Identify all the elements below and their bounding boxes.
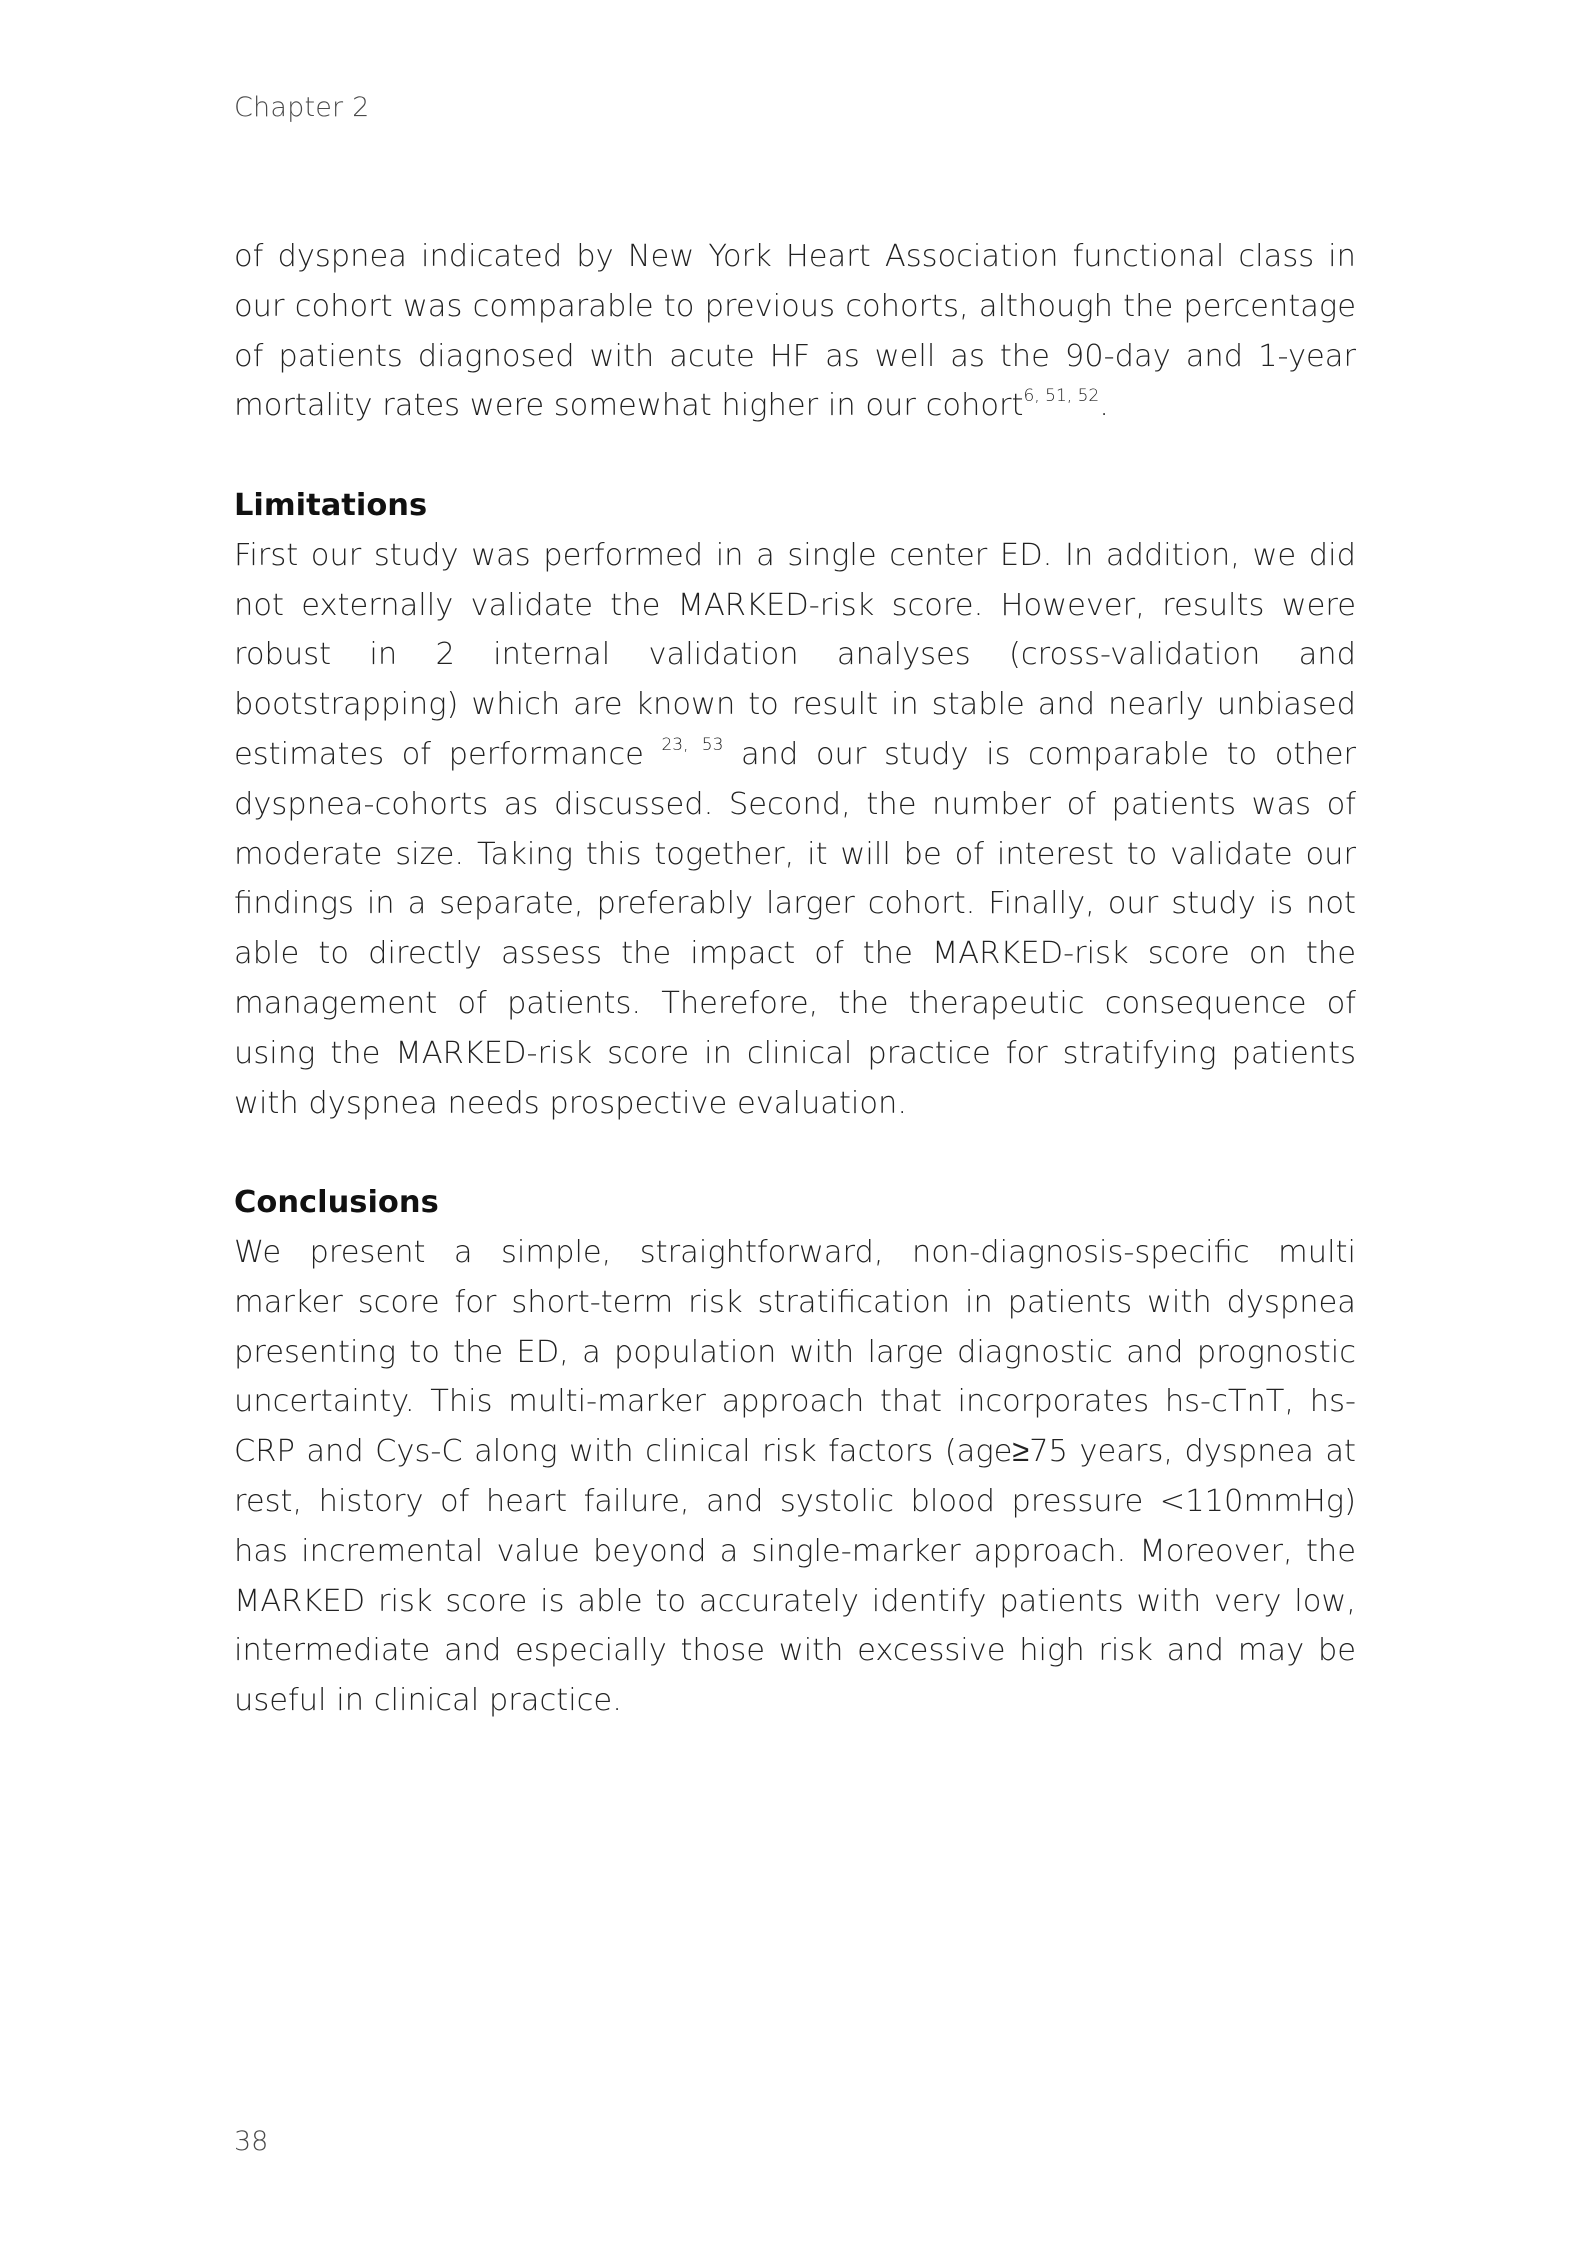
intro-period: . xyxy=(1099,388,1109,424)
intro-citation: 6, 51, 52 xyxy=(1023,386,1100,407)
body-text xyxy=(234,232,1356,1726)
conclusions-paragraph: We present a simple, straightforward, non-diagnosis-specific multi marker score for short-term risk stratification in patients with dyspnea presenting to the ED, a population with large diagnostic and prognostic uncertainty. This multi-marker approach that incorporates hs-cTnT, hs-CRP and Cys-C along with clinical risk factors (age≥75 years, dyspnea at rest, history of heart failure, and systolic blood pressure <110mmHg) has incremental value beyond a single-marker approach. Moreover, the MARKED risk score is able to accurately identify patients with very low, intermediate and especially those with excessive high risk and may be useful in clinical practice. xyxy=(234,1234,1356,1719)
limitations-citation: 23, 53 xyxy=(661,734,724,755)
intro-text: of dyspnea indicated by New York Heart Association functional class in our cohort was comparable to previous cohorts, although the percentage of patients diagnosed with acute HF as well as the 90-day and 1-year mortality rates were somewhat higher in our cohort xyxy=(234,239,1356,424)
intro-paragraph xyxy=(234,232,1356,431)
limitations-paragraph xyxy=(234,531,1356,1129)
conclusions-heading: Conclusions xyxy=(234,1185,439,1221)
limitations-text-part2: and our study is comparable to other dyspnea-cohorts as discussed. Second, the number of patients was of moderate size. Taking this together, it will be of interest to validate our findings in a separate, preferably larger cohort. Finally, our study is not able to directly assess the impact of the MARKED-risk score on the management of patients. Therefore, the therapeutic consequence of using the MARKED-risk score in clinical practice for stratifying patients with dyspnea needs prospective evaluation. xyxy=(234,736,1357,1121)
running-header-chapter: Chapter 2 xyxy=(234,92,370,123)
limitations-text-part1: First our study was performed in a single center ED. In addition, we did not externally validate the MARKED-risk score. However, results were robust in 2 internal validation analyses (cross-validation and bootstrapping) which are known to result in stable and nearly unbiased estimates of performance xyxy=(234,537,1356,772)
limitations-heading: Limitations xyxy=(234,487,428,523)
page-number: 38 xyxy=(234,2126,269,2157)
